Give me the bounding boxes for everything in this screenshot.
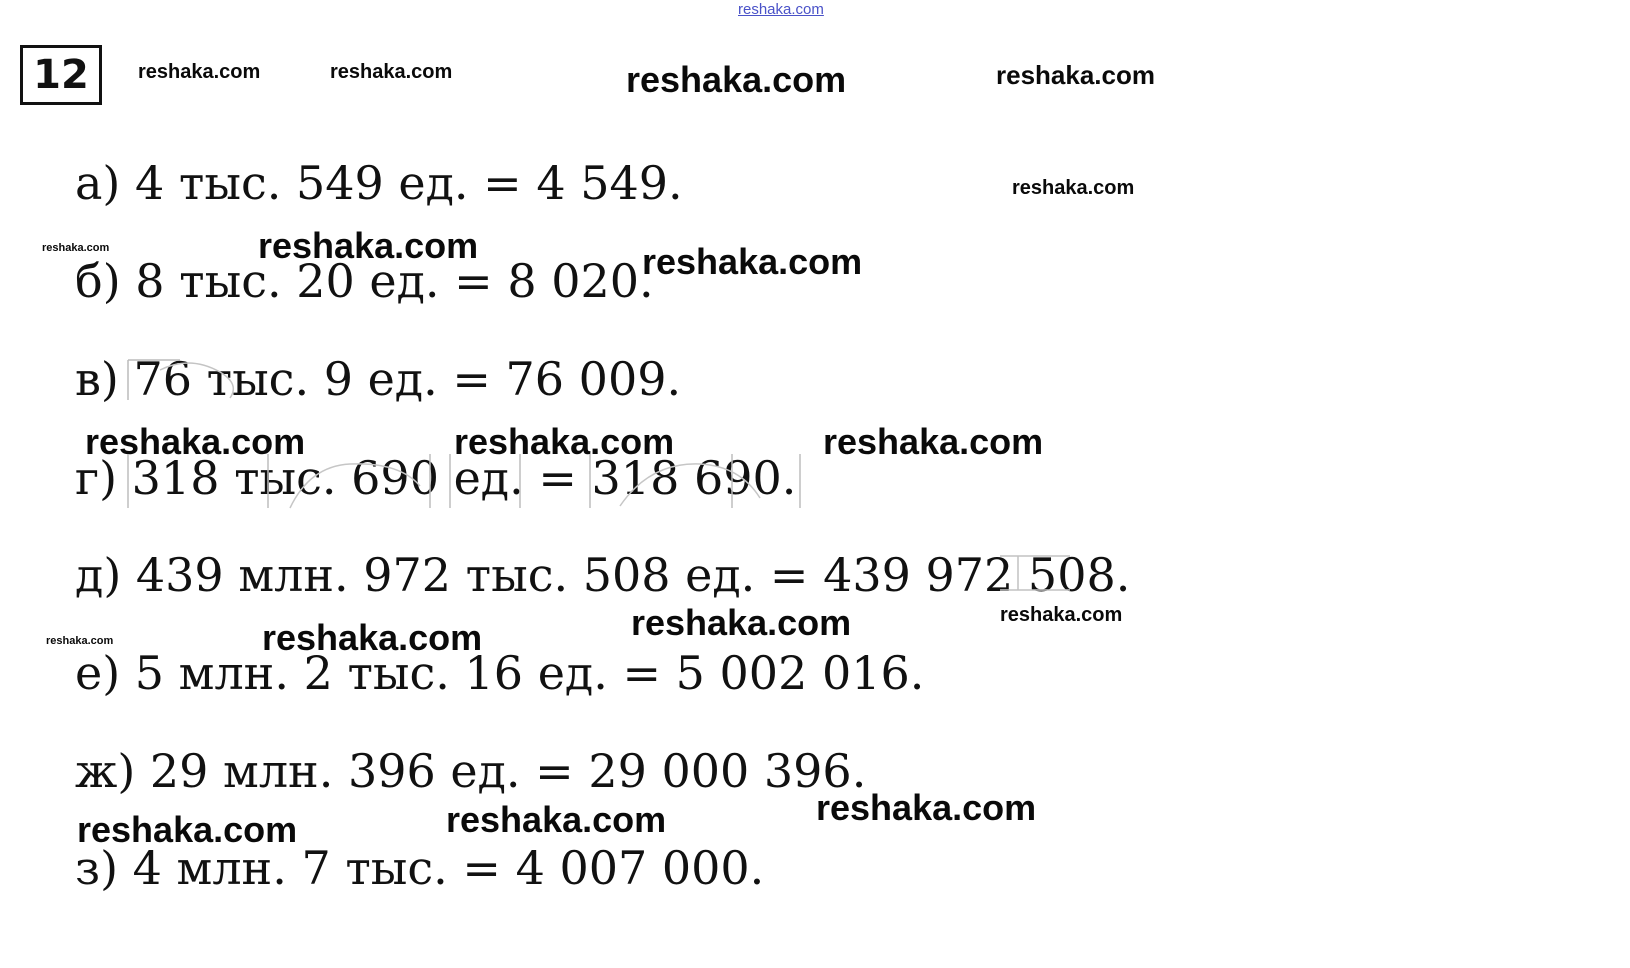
top-watermark-link[interactable]: reshaka.com (738, 1, 824, 18)
watermark: reshaka.com (823, 421, 1044, 462)
watermark: reshaka.com (85, 421, 306, 462)
problem-number: 12 (20, 45, 102, 105)
watermark: reshaka.com (642, 241, 863, 282)
watermark: reshaka.com (1012, 177, 1135, 199)
equation-d: д) 439 млн. 972 тыс. 508 ед. = 439 972 508. (75, 548, 1131, 602)
watermark: reshaka.com (446, 799, 667, 840)
watermark: reshaka.com (42, 242, 110, 254)
watermark: reshaka.com (454, 421, 675, 462)
equation-b: б) 8 тыс. 20 ед. = 8 020. (75, 254, 654, 308)
watermark: reshaka.com (46, 635, 114, 647)
watermark: reshaka.com (1000, 604, 1123, 626)
equation-g: г) 318 тыс. 690 ед. = 318 690. (75, 451, 797, 505)
watermark: reshaka.com (330, 61, 453, 83)
watermark: reshaka.com (262, 617, 483, 658)
equation-zh: ж) 29 млн. 396 ед. = 29 000 396. (75, 744, 867, 798)
equation-v: в) 76 тыс. 9 ед. = 76 009. (75, 352, 682, 406)
watermark: reshaka.com (138, 61, 261, 83)
watermark: reshaka.com (996, 60, 1155, 90)
watermark: reshaka.com (258, 225, 479, 266)
watermark: reshaka.com (816, 787, 1037, 828)
watermark: reshaka.com (631, 602, 852, 643)
equation-z: з) 4 млн. 7 тыс. = 4 007 000. (75, 841, 765, 895)
watermark: reshaka.com (77, 809, 298, 850)
equation-a: а) 4 тыс. 549 ед. = 4 549. (75, 156, 683, 210)
equation-e: е) 5 млн. 2 тыс. 16 ед. = 5 002 016. (75, 646, 925, 700)
watermark: reshaka.com (626, 59, 847, 100)
